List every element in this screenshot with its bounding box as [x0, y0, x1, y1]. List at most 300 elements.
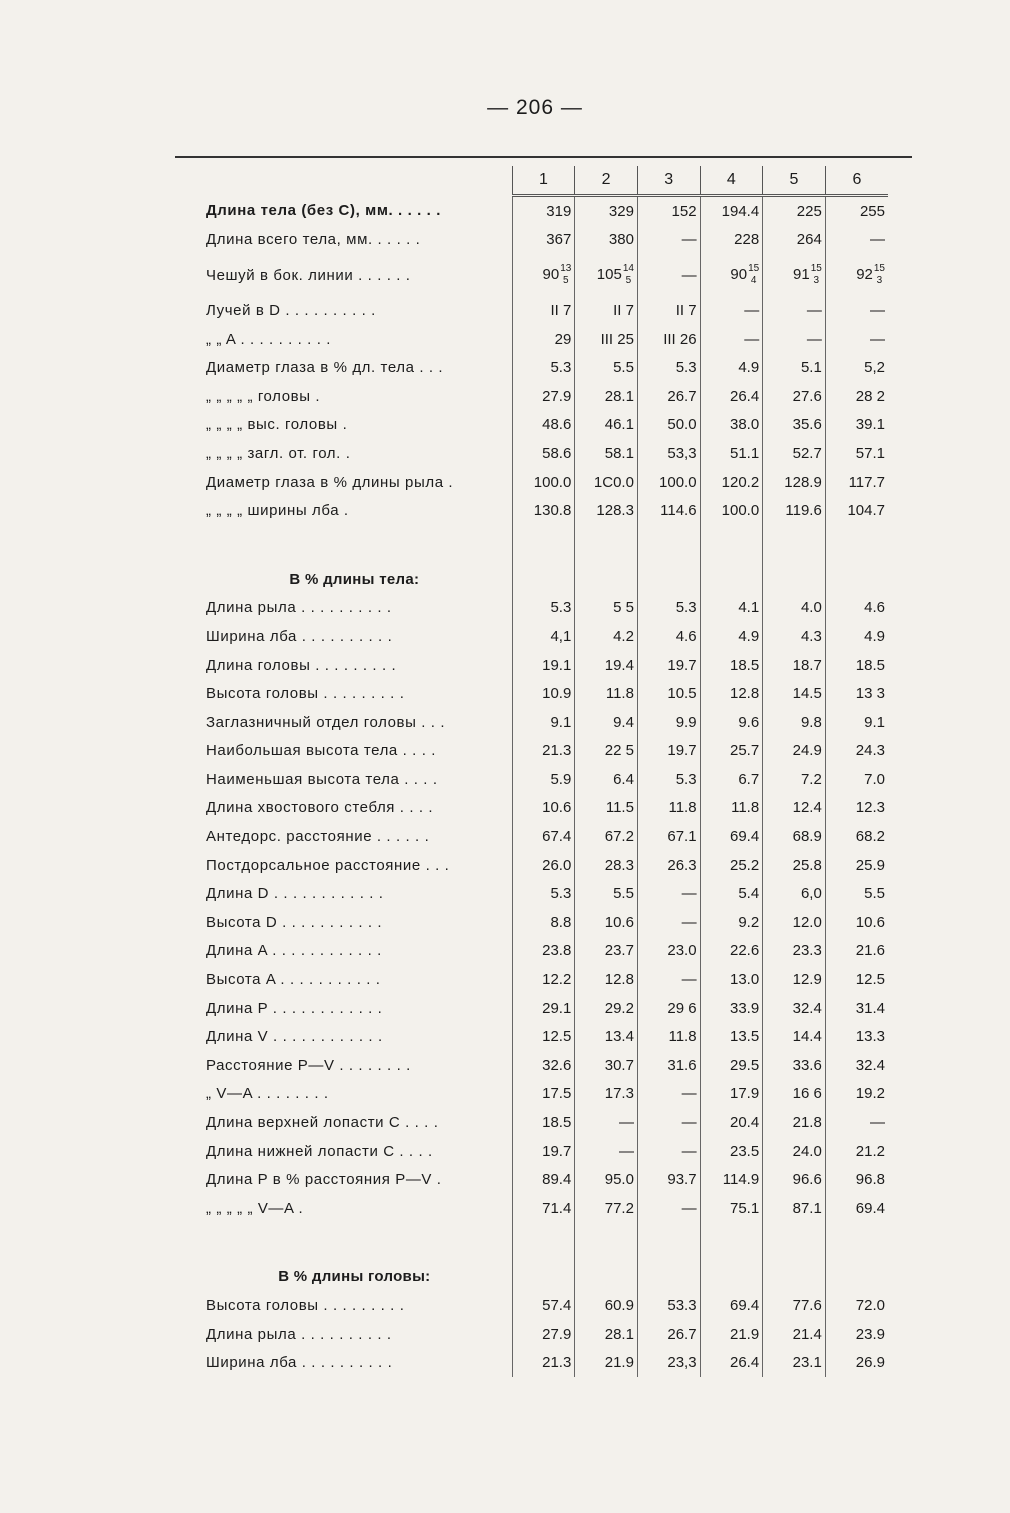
table-row: [200, 994, 888, 1023]
table-cell: —: [637, 1080, 700, 1109]
table-row: [200, 594, 888, 623]
table-cell: 100.0: [512, 468, 575, 497]
table-cell: 12.5: [512, 1022, 575, 1051]
table-cell: —: [637, 254, 700, 296]
column-header-2: 2: [575, 166, 638, 196]
table-cell: 67.4: [512, 822, 575, 851]
table-cell: 16 6: [763, 1080, 826, 1109]
scale-count-whole: 90: [542, 266, 560, 284]
table-cell: 5.5: [575, 353, 638, 382]
table-cell: —: [763, 296, 826, 325]
row-label: Длина хвостового стебля . . . .: [206, 799, 434, 817]
row-label: Длина нижней лопасти C . . . .: [206, 1142, 433, 1160]
table-cell: —: [637, 965, 700, 994]
scale-count-value: [793, 263, 822, 287]
table-cell: 32.6: [512, 1051, 575, 1080]
scale-rows-below: 5: [625, 275, 632, 287]
table-cell: 87.1: [763, 1194, 826, 1223]
table-cell: 58.1: [575, 439, 638, 468]
table-cell: 12.4: [763, 794, 826, 823]
table-cell: 75.1: [700, 1194, 763, 1223]
table-cell: II 7: [575, 296, 638, 325]
table-row: [200, 1194, 888, 1223]
table-cell: —: [700, 325, 763, 354]
column-header-1: 1: [512, 166, 575, 196]
table-cell: 6.4: [575, 765, 638, 794]
table-header: [200, 166, 888, 196]
table-cell: 21.3: [512, 737, 575, 766]
table-cell: 319: [512, 196, 575, 226]
table-row: [200, 1108, 888, 1137]
table-cell: 27.9: [512, 1320, 575, 1349]
table-cell: 119.6: [763, 496, 826, 525]
table-row: [200, 1051, 888, 1080]
table-cell: 23.1: [763, 1348, 826, 1377]
table-row: [200, 1022, 888, 1051]
row-label: Длина всего тела, мм. . . . . .: [206, 231, 421, 249]
table-cell: 29: [512, 325, 575, 354]
table-cell: 26.7: [637, 382, 700, 411]
table-row: [200, 254, 888, 296]
table-cell: 46.1: [575, 411, 638, 440]
table-cell: 23.3: [763, 937, 826, 966]
table-cell: 10.5: [637, 679, 700, 708]
table-cell: 25.7: [700, 737, 763, 766]
table-cell: —: [637, 1137, 700, 1166]
table-cell: 69.4: [700, 822, 763, 851]
table-cell: —: [637, 908, 700, 937]
table-cell: 17.9: [700, 1080, 763, 1109]
scale-rows-above: 15: [748, 263, 760, 275]
table-cell: 24.0: [763, 1137, 826, 1166]
table-cell: 9.4: [575, 708, 638, 737]
table-row: [200, 965, 888, 994]
table-cell: 96.6: [763, 1165, 826, 1194]
table-cell: 11.8: [637, 794, 700, 823]
table-cell: 29.5: [700, 1051, 763, 1080]
table-cell: 29.2: [575, 994, 638, 1023]
scale-count-value: [856, 263, 885, 287]
table-cell: 225: [763, 196, 826, 226]
table-cell: 21.4: [763, 1320, 826, 1349]
table-cell: 380: [575, 226, 638, 255]
table-cell: 5.5: [575, 879, 638, 908]
table-cell: 26.3: [637, 851, 700, 880]
spacer-cell: [637, 525, 700, 565]
table-cell: 1C0.0: [575, 468, 638, 497]
table-cell: 7.0: [825, 765, 888, 794]
table-cell: 5.1: [763, 353, 826, 382]
spacer-cell: [700, 1223, 763, 1263]
table-row: [200, 908, 888, 937]
table-row: [200, 1291, 888, 1320]
table-cell: 11.8: [575, 679, 638, 708]
table-cell: 5 5: [575, 594, 638, 623]
table-row: [200, 879, 888, 908]
table-cell: 13.5: [700, 1022, 763, 1051]
scale-rows-above: 13: [560, 263, 572, 275]
row-label: Наименьшая высота тела . . . .: [206, 770, 438, 788]
table-cell: 53.3: [637, 1291, 700, 1320]
scale-rows-above: 14: [622, 263, 634, 275]
table-cell: 6,0: [763, 879, 826, 908]
row-label: „ „ A . . . . . . . . . .: [206, 330, 332, 348]
scale-count-rows: [748, 263, 759, 287]
spacer-cell: [637, 1223, 700, 1263]
spacer-cell: [763, 1223, 826, 1263]
table-cell: 128.9: [763, 468, 826, 497]
table-cell: 25.8: [763, 851, 826, 880]
table-cell: 35.6: [763, 411, 826, 440]
table-cell: 25.9: [825, 851, 888, 880]
table-cell: 26.4: [700, 382, 763, 411]
table-cell: 367: [512, 226, 575, 255]
row-label: Диаметр глаза в % дл. тела . . .: [206, 359, 444, 377]
row-label: Ширина лба . . . . . . . . . .: [206, 1354, 393, 1372]
table-cell: III 26: [637, 325, 700, 354]
table-cell: 57.1: [825, 439, 888, 468]
table-cell: 11.5: [575, 794, 638, 823]
table-cell: 5,2: [825, 353, 888, 382]
table-cell: 68.9: [763, 822, 826, 851]
table-cell: 18.5: [512, 1108, 575, 1137]
measurements-table: [200, 166, 888, 1377]
table-cell: 5.3: [512, 594, 575, 623]
table-cell: 5.9: [512, 765, 575, 794]
table-cell: 23.7: [575, 937, 638, 966]
table-cell: 26.4: [700, 1348, 763, 1377]
row-label: Длина D . . . . . . . . . . . .: [206, 885, 384, 903]
table-cell: [700, 254, 763, 296]
table-cell: [575, 565, 638, 594]
scale-count-value: [597, 263, 634, 287]
table-cell: 67.2: [575, 822, 638, 851]
table-row: [200, 622, 888, 651]
table-cell: —: [825, 1108, 888, 1137]
table-cell: 4.6: [637, 622, 700, 651]
row-label: Заглазничный отдел головы . . .: [206, 713, 446, 731]
table-row: [200, 1320, 888, 1349]
table-cell: 53,3: [637, 439, 700, 468]
row-label: Длина рыла . . . . . . . . . .: [206, 599, 392, 617]
table-cell: 10.6: [575, 908, 638, 937]
page-number: — 206 —: [487, 96, 583, 119]
table-cell: 68.2: [825, 822, 888, 851]
row-label: Длина рыла . . . . . . . . . .: [206, 1325, 392, 1343]
table-cell: 29.1: [512, 994, 575, 1023]
table-row: [200, 226, 888, 255]
table-cell: —: [637, 1194, 700, 1223]
table-cell: 21.8: [763, 1108, 826, 1137]
table-cell: 28.1: [575, 1320, 638, 1349]
row-label: Длина P . . . . . . . . . . . .: [206, 999, 383, 1017]
table-row: [200, 411, 888, 440]
row-label: Постдорсальное расстояние . . .: [206, 856, 450, 874]
table-cell: 71.4: [512, 1194, 575, 1223]
table-cell: 9.8: [763, 708, 826, 737]
table-row: [200, 794, 888, 823]
table-cell: 48.6: [512, 411, 575, 440]
table-cell: 23.8: [512, 937, 575, 966]
table-cell: III 25: [575, 325, 638, 354]
table-cell: 4.9: [825, 622, 888, 651]
spacer-cell: [575, 525, 638, 565]
table-cell: 10.6: [512, 794, 575, 823]
row-label: Длина тела (без С), мм. . . . . .: [206, 202, 441, 220]
table-row: [200, 765, 888, 794]
table-cell: 19.7: [637, 651, 700, 680]
scale-count-whole: 90: [730, 266, 748, 284]
scale-rows-above: 15: [810, 263, 822, 275]
table-row: [200, 196, 888, 226]
table-cell: 33.9: [700, 994, 763, 1023]
table-cell: 114.6: [637, 496, 700, 525]
row-label: „ „ „ „ ширины лба .: [206, 502, 349, 520]
scale-rows-below: 5: [562, 275, 569, 287]
scale-count-whole: 92: [856, 266, 873, 284]
table-cell: 19.1: [512, 651, 575, 680]
table-cell: —: [825, 226, 888, 255]
column-header-4: 4: [700, 166, 763, 196]
table-row: [200, 353, 888, 382]
spacer-cell: [512, 1223, 575, 1263]
table-cell: 12.8: [700, 679, 763, 708]
table-cell: [700, 565, 763, 594]
section-heading: В % длины головы:: [278, 1268, 431, 1286]
table-cell: —: [637, 879, 700, 908]
table-cell: 21.9: [700, 1320, 763, 1349]
table-cell: [825, 254, 888, 296]
table-cell: 25.2: [700, 851, 763, 880]
table-cell: 100.0: [637, 468, 700, 497]
scale-count-value: [543, 263, 572, 287]
table-cell: 152: [637, 196, 700, 226]
table-cell: 100.0: [700, 496, 763, 525]
table-cell: 14.4: [763, 1022, 826, 1051]
table-cell: 13.4: [575, 1022, 638, 1051]
row-label: Ширина лба . . . . . . . . . .: [206, 627, 393, 645]
scale-count-rows: [623, 263, 634, 287]
table-cell: 26.9: [825, 1348, 888, 1377]
table-cell: 17.3: [575, 1080, 638, 1109]
table-cell: [763, 565, 826, 594]
table-cell: 4.3: [763, 622, 826, 651]
spacer-cell: [700, 525, 763, 565]
table-cell: 4.0: [763, 594, 826, 623]
table-cell: 12.0: [763, 908, 826, 937]
table-cell: [512, 254, 575, 296]
table-cell: [575, 254, 638, 296]
table-row: [200, 651, 888, 680]
row-label: Лучей в D . . . . . . . . . .: [206, 301, 376, 319]
table-cell: 9.9: [637, 708, 700, 737]
measurements-table-container: [200, 166, 888, 1377]
table-row: [200, 468, 888, 497]
table-cell: —: [763, 325, 826, 354]
table-cell: 8.8: [512, 908, 575, 937]
spacer-cell: [575, 1223, 638, 1263]
row-label: Антедорс. расстояние . . . . . .: [206, 828, 430, 846]
column-header-6: 6: [825, 166, 888, 196]
table-row: [200, 1080, 888, 1109]
table-cell: [700, 1263, 763, 1292]
table-cell: 194.4: [700, 196, 763, 226]
table-cell: 255: [825, 196, 888, 226]
table-cell: 10.9: [512, 679, 575, 708]
row-label: „ „ „ „ загл. от. гол. .: [206, 444, 351, 462]
table-cell: 6.7: [700, 765, 763, 794]
table-cell: 28 2: [825, 382, 888, 411]
row-label: Наибольшая высота тела . . . .: [206, 742, 437, 760]
row-label: „ „ „ „ выс. головы .: [206, 416, 348, 434]
table-cell: —: [700, 296, 763, 325]
table-cell: 21.6: [825, 937, 888, 966]
table-cell: 24.3: [825, 737, 888, 766]
table-cell: 23.0: [637, 937, 700, 966]
table-cell: [575, 1263, 638, 1292]
table-cell: 128.3: [575, 496, 638, 525]
table-cell: 120.2: [700, 468, 763, 497]
row-label: Длина A . . . . . . . . . . . .: [206, 942, 382, 960]
scale-rows-below: 4: [750, 275, 757, 287]
table-row: [200, 496, 888, 525]
table-row: [200, 822, 888, 851]
table-cell: 18.5: [825, 651, 888, 680]
table-cell: 5.3: [512, 879, 575, 908]
scale-count-rows: [874, 263, 885, 287]
table-cell: [512, 565, 575, 594]
spacer-cell: [512, 525, 575, 565]
section-heading-row: [200, 565, 888, 594]
scale-rows-above: 15: [873, 263, 885, 275]
table-cell: 11.8: [637, 1022, 700, 1051]
table-cell: II 7: [637, 296, 700, 325]
scale-count-rows: [811, 263, 822, 287]
table-cell: 13 3: [825, 679, 888, 708]
table-row: [200, 382, 888, 411]
scale-count-whole: 105: [596, 266, 622, 284]
table-cell: 21.3: [512, 1348, 575, 1377]
table-cell: 31.4: [825, 994, 888, 1023]
table-cell: 26.0: [512, 851, 575, 880]
table-row: [200, 708, 888, 737]
table-row: [200, 851, 888, 880]
table-cell: 9.1: [512, 708, 575, 737]
spacer-cell: [200, 1223, 512, 1263]
table-cell: 9.1: [825, 708, 888, 737]
table-cell: 13.0: [700, 965, 763, 994]
table-cell: 4.9: [700, 353, 763, 382]
table-cell: 4,1: [512, 622, 575, 651]
table-cell: [637, 565, 700, 594]
table-cell: 60.9: [575, 1291, 638, 1320]
table-cell: [825, 1263, 888, 1292]
scale-count-rows: [560, 263, 571, 287]
table-row: [200, 937, 888, 966]
table-cell: 12.8: [575, 965, 638, 994]
table-cell: 72.0: [825, 1291, 888, 1320]
table-cell: 20.4: [700, 1108, 763, 1137]
table-row: [200, 679, 888, 708]
table-cell: 114.9: [700, 1165, 763, 1194]
table-cell: 96.8: [825, 1165, 888, 1194]
table-cell: 10.6: [825, 908, 888, 937]
table-cell: II 7: [512, 296, 575, 325]
table-cell: 95.0: [575, 1165, 638, 1194]
table-cell: 19.7: [637, 737, 700, 766]
table-cell: 51.1: [700, 439, 763, 468]
table-cell: 9.6: [700, 708, 763, 737]
table-cell: 58.6: [512, 439, 575, 468]
table-cell: 9.2: [700, 908, 763, 937]
table-cell: 27.6: [763, 382, 826, 411]
table-cell: 12.2: [512, 965, 575, 994]
table-cell: 19.7: [512, 1137, 575, 1166]
scale-count-value: [730, 263, 759, 287]
table-cell: 5.3: [512, 353, 575, 382]
table-cell: 77.6: [763, 1291, 826, 1320]
table-cell: —: [825, 296, 888, 325]
scale-rows-below: 3: [876, 275, 883, 287]
table-cell: 23,3: [637, 1348, 700, 1377]
table-row: [200, 737, 888, 766]
table-cell: 18.7: [763, 651, 826, 680]
table-cell: 69.4: [700, 1291, 763, 1320]
column-header-5: 5: [763, 166, 826, 196]
row-label: Длина головы . . . . . . . . .: [206, 656, 397, 674]
spacer-cell: [825, 525, 888, 565]
table-cell: 13.3: [825, 1022, 888, 1051]
scale-rows-below: 3: [813, 275, 820, 287]
table-cell: 4.9: [700, 622, 763, 651]
table-cell: 329: [575, 196, 638, 226]
table-cell: 228: [700, 226, 763, 255]
table-cell: —: [575, 1137, 638, 1166]
table-cell: 27.9: [512, 382, 575, 411]
table-cell: 104.7: [825, 496, 888, 525]
table-cell: 5.4: [700, 879, 763, 908]
row-label: „ V—A . . . . . . . .: [206, 1085, 329, 1103]
table-cell: 19.4: [575, 651, 638, 680]
table-cell: 264: [763, 226, 826, 255]
table-cell: 117.7: [825, 468, 888, 497]
spacer-cell: [763, 525, 826, 565]
table-cell: 57.4: [512, 1291, 575, 1320]
row-label: Длина P в % расстояния P—V .: [206, 1171, 442, 1189]
table-cell: 17.5: [512, 1080, 575, 1109]
column-header-3: 3: [637, 166, 700, 196]
table-cell: 50.0: [637, 411, 700, 440]
section-spacer: [200, 1223, 888, 1263]
table-cell: 4.6: [825, 594, 888, 623]
table-cell: [763, 1263, 826, 1292]
table-cell: 29 6: [637, 994, 700, 1023]
table-cell: 93.7: [637, 1165, 700, 1194]
row-label: Расстояние P—V . . . . . . . .: [206, 1056, 411, 1074]
table-cell: 21.2: [825, 1137, 888, 1166]
table-cell: 5.5: [825, 879, 888, 908]
table-cell: —: [575, 1108, 638, 1137]
section-heading: В % длины тела:: [289, 570, 420, 588]
row-label: „ „ „ „ „ головы .: [206, 387, 321, 405]
table-row: [200, 1348, 888, 1377]
table-cell: [763, 254, 826, 296]
table-cell: 38.0: [700, 411, 763, 440]
table-cell: 4.2: [575, 622, 638, 651]
row-label: Высота D . . . . . . . . . . .: [206, 913, 383, 931]
table-cell: —: [637, 226, 700, 255]
table-cell: [825, 565, 888, 594]
